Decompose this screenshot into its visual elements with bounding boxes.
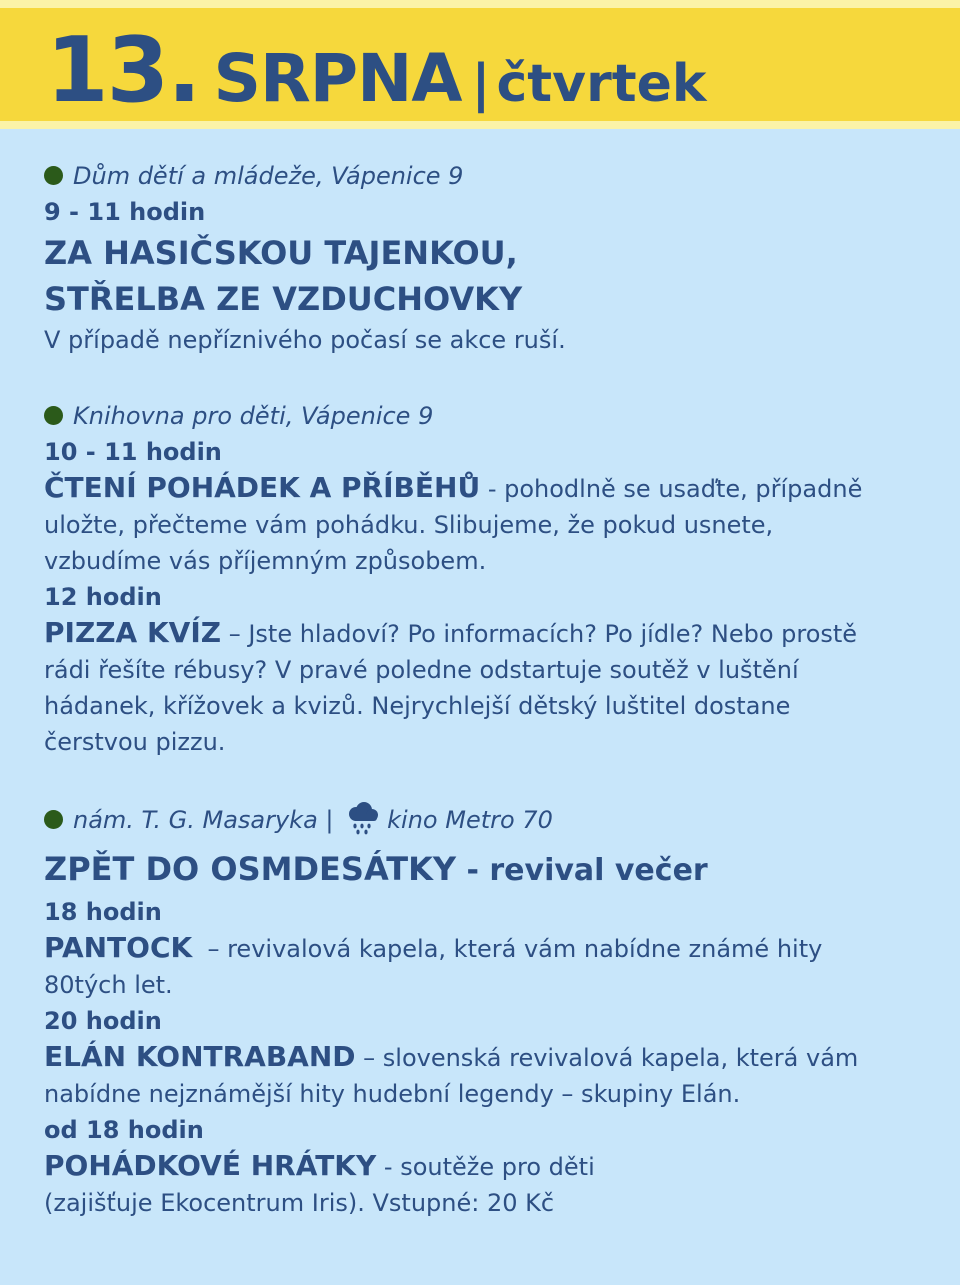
event-desc-text: - pohodlně se usaďte, případně — [480, 475, 863, 503]
event-desc-line: hádanek, křížovek a kvizů. Nejrychlejší dětský luštitel dostane — [44, 692, 791, 720]
section-knihovna — [44, 398, 924, 760]
event-desc-line — [44, 1148, 924, 1185]
event-description — [44, 930, 924, 1003]
event-time: od 18 hodin — [44, 1116, 204, 1144]
event-description — [44, 1148, 924, 1221]
event-title-line1: ZA HASIČSKOU TAJENKOU, — [44, 234, 518, 272]
event-desc-line — [44, 1039, 924, 1076]
event-group-name: ZPĚT DO OSMDESÁTKY — [44, 850, 457, 888]
event-desc-line — [44, 470, 924, 507]
program-content — [44, 158, 924, 1221]
header-separator: | — [471, 54, 491, 114]
event-title-line2: STŘELBA ZE VZDUCHOVKY — [44, 280, 523, 318]
event-desc-line — [44, 615, 924, 652]
venue-bullet-icon — [44, 810, 63, 829]
section-masaryka — [44, 800, 924, 1221]
event-time: 18 hodin — [44, 898, 162, 926]
event-description — [44, 1039, 924, 1112]
event-desc-line: nabídne nejznámější hity hudební legendy – skupiny Elán. — [44, 1080, 741, 1108]
event-description — [44, 470, 924, 579]
event-time: 10 - 11 hodin — [44, 438, 222, 466]
event-title: POHÁDKOVÉ HRÁTKY — [44, 1149, 377, 1182]
venue-line — [44, 398, 924, 434]
venue-bullet-icon — [44, 406, 63, 425]
event-time: 20 hodin — [44, 1007, 162, 1035]
venue-name: nám. T. G. Masaryka | — [73, 806, 334, 834]
section-gap — [44, 760, 924, 800]
event-group-suffix: - revival večer — [456, 853, 708, 888]
month-name: SRPNA — [213, 40, 462, 117]
venue-line — [44, 158, 924, 194]
alt-venue-name: kino Metro 70 — [387, 806, 553, 834]
venue-name: Knihovna pro děti, Vápenice 9 — [73, 402, 434, 430]
event-title: ČTENÍ POHÁDEK A PŘÍBĚHŮ — [44, 471, 481, 504]
date-heading — [46, 18, 706, 123]
event-desc-text: – slovenská revivalová kapela, která vám — [355, 1044, 859, 1072]
event-desc-line: čerstvou pizzu. — [44, 728, 226, 756]
event-title: PANTOCK — [44, 931, 193, 964]
event-desc-line: rádi řešíte rébusy? V pravé poledne odstartuje soutěž v luštění — [44, 656, 799, 684]
event-title: ELÁN KONTRABAND — [44, 1040, 356, 1073]
event-desc-line: uložte, přečteme vám pohádku. Slibujeme, že pokud usnete, — [44, 511, 774, 539]
venue-line — [44, 800, 924, 846]
weekday-name: čtvrtek — [496, 54, 707, 114]
event-desc-text: – Jste hladoví? Po informacích? Po jídle? Nebo prostě — [221, 620, 858, 648]
section-ddm — [44, 158, 924, 358]
event-group-title — [44, 846, 924, 894]
venue-bullet-icon — [44, 166, 63, 185]
event-time: 12 hodin — [44, 583, 162, 611]
header-top-strip — [0, 0, 960, 8]
event-desc-line: vzbudíme vás příjemným způsobem. — [44, 547, 487, 575]
event-title: PIZZA KVÍZ — [44, 616, 222, 649]
event-desc-text: - soutěže pro děti — [376, 1153, 595, 1181]
event-desc-line: 80tých let. — [44, 971, 173, 999]
event-desc-text: – revivalová kapela, která vám nabídne známé hity — [192, 935, 823, 963]
section-gap — [44, 358, 924, 398]
event-description — [44, 615, 924, 760]
venue-name: Dům dětí a mládeže, Vápenice 9 — [73, 162, 464, 190]
event-desc-line: (zajišťuje Ekocentrum Iris). Vstupné: 20 Kč — [44, 1189, 555, 1217]
event-desc-line — [44, 930, 924, 967]
event-note: V případě nepříznivého počasí se akce ruší. — [44, 326, 566, 354]
day-number: 13. — [46, 18, 200, 123]
rain-cloud-icon — [345, 800, 381, 846]
date-header — [0, 8, 960, 129]
event-time: 9 - 11 hodin — [44, 198, 206, 226]
